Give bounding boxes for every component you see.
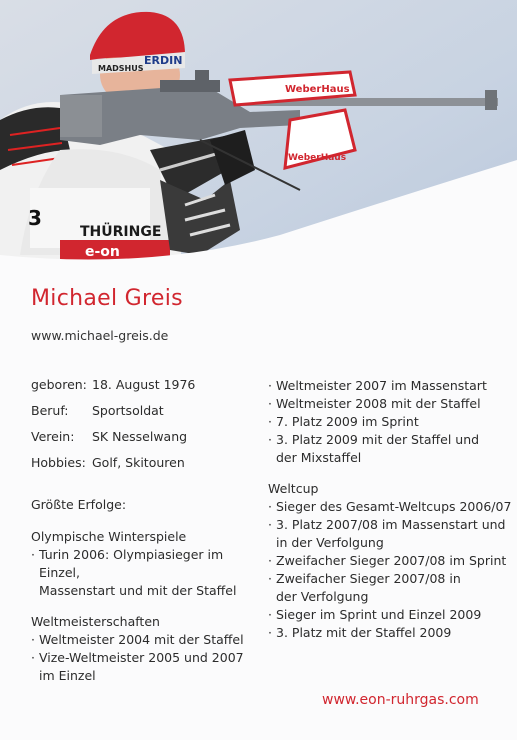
bib-brand-text: e-on <box>85 244 120 260</box>
athlete-website[interactable]: www.michael-greis.de <box>31 328 169 343</box>
weltcup-item: · 3. Platz 2007/08 im Massenstart und <box>268 516 513 534</box>
wm-item: · 7. Platz 2009 im Sprint <box>268 413 513 431</box>
weltcup-item: · Zweifacher Sieger 2007/08 in <box>268 570 513 588</box>
olympics-item: · Turin 2006: Olympiasieger im Einzel, <box>31 546 261 582</box>
fact-value: Golf, Skitouren <box>92 455 185 470</box>
weltcup-item: · Zweifacher Sieger 2007/08 im Sprint <box>268 552 513 570</box>
profile-facts <box>31 377 195 481</box>
fact-row <box>31 403 195 429</box>
fact-row <box>31 429 195 455</box>
wm-item: · Vize-Weltmeister 2005 und 2007 <box>31 649 261 667</box>
wm-item: · Weltmeister 2008 mit der Staffel <box>268 395 513 413</box>
wm-item: · Weltmeister 2004 mit der Staffel <box>31 631 261 649</box>
fact-value: SK Nesselwang <box>92 429 188 444</box>
weltcup-heading: Weltcup <box>268 481 319 496</box>
bib-chest-text: THÜRINGE <box>80 224 162 240</box>
fact-label: Beruf: <box>31 403 69 418</box>
hat-brand-text: MADSHUS <box>98 64 144 73</box>
fact-label: Hobbies: <box>31 455 86 470</box>
fact-value: 18. August 1976 <box>92 377 196 392</box>
fact-label: Verein: <box>31 429 75 444</box>
sponsor-url[interactable]: www.eon-ruhrgas.com <box>322 692 479 708</box>
weltcup-item: · Sieger im Sprint und Einzel 2009 <box>268 606 513 624</box>
olympics-heading: Olympische Winterspiele <box>31 529 187 544</box>
hat-text: ERDIN <box>144 54 183 67</box>
fact-label: geboren: <box>31 377 87 392</box>
weltcup-item: · Sieger des Gesamt-Weltcups 2006/07 <box>268 498 513 516</box>
weltcup-item-cont: in der Verfolgung <box>276 535 384 550</box>
athlete-name: Michael Greis <box>31 286 183 311</box>
fact-row <box>31 455 195 481</box>
wm-heading: Weltmeisterschaften <box>31 614 160 629</box>
achievements-right <box>268 377 513 642</box>
weltcup-item-cont: der Verfolgung <box>276 589 369 604</box>
rifle-strap-text: WeberHaus <box>288 153 347 163</box>
wm-item: · Weltmeister 2007 im Massenstart <box>268 377 513 395</box>
wm-item: · 3. Platz 2009 mit der Staffel und <box>268 431 513 449</box>
wm-item-cont: im Einzel <box>39 668 96 683</box>
rifle-text: WeberHaus <box>285 84 350 95</box>
fact-value: Sportsoldat <box>92 403 164 418</box>
fact-row <box>31 377 195 403</box>
athlete-photo <box>0 0 517 300</box>
weltcup-item: · 3. Platz mit der Staffel 2009 <box>268 624 513 642</box>
olympics-item-cont: Massenstart und mit der Staffel <box>39 583 237 598</box>
wm-item-cont: der Mixstaffel <box>276 450 362 465</box>
achievements-left <box>31 496 261 685</box>
bib-number: 3 <box>28 206 42 230</box>
achievements-heading: Größte Erfolge: <box>31 497 127 512</box>
